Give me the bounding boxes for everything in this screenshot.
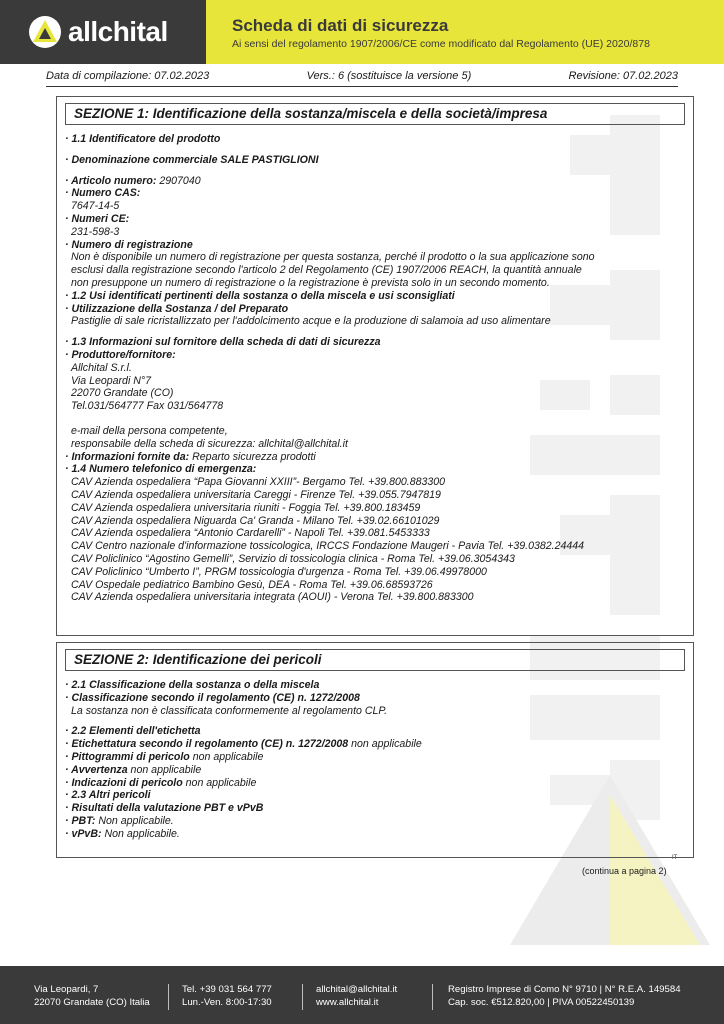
labelling-label: · Etichettatura secondo il regolamento (CE) n. 1272/2008	[65, 738, 349, 751]
section-1-title: SEZIONE 1: Identificazione della sostanza/miscela e della società/impresa	[65, 103, 685, 125]
document-meta	[46, 70, 678, 82]
footer-phone	[182, 983, 272, 1009]
info-value: Reparto sicurezza prodotti	[189, 450, 316, 463]
logo-text: allchital	[68, 16, 168, 47]
footer-hours-line: Lun.-Ven. 8:00-17:30	[182, 997, 272, 1008]
section-2-title: SEZIONE 2: Identificazione dei pericoli	[65, 649, 685, 671]
document-subtitle: Ai sensi del regolamento 1907/2006/CE come modificato dal Regolamento (UE) 2020/878	[232, 38, 650, 50]
registration-label: · Numero di registrazione	[65, 238, 193, 251]
pictograms-label: · Pittogrammi di pericolo	[65, 750, 190, 763]
use-text: Pastiglie di sale ricristallizzato per l'addolcimento acque e la produzione di salamoia ad uso alimentare	[71, 315, 551, 328]
version: Vers.: 6 (sostituisce la versione 5)	[306, 70, 472, 82]
logo-triangle-icon	[28, 15, 62, 49]
footer-website-link[interactable]: www.allchital.it	[316, 997, 379, 1008]
vpvb-value: Non applicabile.	[101, 827, 180, 840]
language-mark: IT	[672, 855, 678, 861]
document-title: Scheda di dati di sicurezza	[232, 16, 449, 35]
registration-text-2: esclusi dalla registrazione secondo l'articolo 2 del Regolamento (CE) 1907/2006 REACH, la quantità annuale	[71, 264, 582, 277]
footer-divider	[432, 984, 433, 1010]
vpvb-label: · vPvB:	[65, 827, 102, 840]
hazard-value: non applicabile	[182, 776, 257, 789]
info-label: · Informazioni fornite da:	[65, 450, 190, 463]
footer-address-line: Via Leopardi, 7	[34, 984, 99, 995]
producer-line: Allchital S.r.l.	[71, 361, 132, 374]
footer-address-line: 22070 Grandate (CO) Italia	[34, 997, 150, 1008]
ce-value: 231-598-3	[71, 225, 120, 238]
article-value: 2907040	[156, 174, 201, 187]
warning-value: non applicabile	[127, 763, 202, 776]
revision-date: Revisione: 07.02.2023	[568, 70, 678, 82]
emergency-contact: CAV Azienda ospedaliera universitaria riuniti - Foggia Tel. +39.800.183459	[71, 501, 421, 514]
cas-value: 7647-14-5	[71, 200, 120, 213]
registration-text-1: Non è disponibile un numero di registrazione per questa sostanza, perché il prodotto o la sua applicazione sono	[71, 251, 595, 264]
section-2-content	[65, 679, 685, 841]
labelling-value: non applicabile	[348, 738, 422, 751]
section-1	[56, 96, 694, 636]
emergency-contact: CAV Policlinico “Umberto I”, PRGM tossicologia d'urgenza - Roma Tel. +39.06.49978000	[71, 565, 487, 578]
producer-label: · Produttore/fornitore:	[65, 348, 176, 361]
clp-text: La sostanza non è classificata conformemente al regolamento CLP.	[71, 704, 388, 717]
footer-divider	[168, 984, 169, 1010]
header-logo-area	[0, 0, 206, 64]
footer-capital-line: Cap. soc. €512.820,00 | PIVA 00522450139	[448, 997, 635, 1008]
pictograms-value: non applicabile	[189, 750, 264, 763]
cas-label: · Numero CAS:	[65, 187, 141, 200]
emergency-contact: CAV Azienda ospedaliera Niguarda Ca' Granda - Milano Tel. +39.02.66101029	[71, 514, 440, 527]
s23-heading: · 2.3 Altri pericoli	[65, 789, 151, 802]
email-line: responsabile della scheda di sicurezza: allchital@allchital.it	[71, 437, 348, 450]
s12-heading: · 1.2 Usi identificati pertinenti della sostanza o della miscela e usi sconsigliati	[65, 289, 455, 302]
producer-line: 22070 Grandate (CO)	[71, 387, 174, 400]
continue-note: (continua a pagina 2)	[582, 866, 667, 876]
emergency-contact: CAV Ospedale pediatrico Bambino Gesù, DEA - Roma Tel. +39.06.68593726	[71, 578, 433, 591]
footer-divider	[302, 984, 303, 1010]
producer-line: Via Leopardi N°7	[71, 374, 152, 387]
compile-date: Data di compilazione: 07.02.2023	[46, 70, 210, 82]
warning-label: · Avvertenza	[65, 763, 128, 776]
footer-registry-line: Registro Imprese di Como N° 9710 | N° R.E.A. 149584	[448, 984, 681, 995]
footer-phone-line: Tel. +39 031 564 777	[182, 984, 272, 995]
hazard-label: · Indicazioni di pericolo	[65, 776, 183, 789]
registration-text-3: non presuppone un numero di registrazione o la registrazione è prevista solo in un secondo momento.	[71, 276, 550, 289]
emergency-contact: CAV Azienda ospedaliera universitaria integrata (AOUI) - Verona Tel. +39.800.883300	[71, 591, 474, 604]
emergency-list	[65, 476, 685, 604]
pbt-title: · Risultati della valutazione PBT e vPvB	[65, 802, 264, 815]
email-line: e-mail della persona competente,	[71, 424, 228, 437]
s21-heading: · 2.1 Classificazione della sostanza o della miscela	[65, 679, 320, 691]
clp-label: · Classificazione secondo il regolamento (CE) n. 1272/2008	[65, 691, 360, 704]
use-label: · Utilizzazione della Sostanza / del Preparato	[65, 302, 289, 315]
footer-contacts	[316, 983, 397, 1009]
section-1-content	[65, 133, 685, 604]
section-2	[56, 642, 694, 858]
emergency-contact: CAV Centro nazionale d'informazione tossicologica, IRCCS Fondazione Maugeri - Pavia Tel. +39.0382.24444	[71, 540, 585, 553]
s13-heading: · 1.3 Informazioni sul fornitore della scheda di dati di sicurezza	[65, 336, 381, 349]
emergency-contact: CAV Azienda ospedaliera universitaria Careggi - Firenze Tel. +39.055.7947819	[71, 488, 441, 501]
meta-divider	[46, 86, 678, 87]
emergency-contact: CAV Azienda ospedaliera “Antonio Cardarelli” - Napoli Tel. +39.081.5453333	[71, 527, 430, 540]
trade-name: · Denominazione commerciale SALE PASTIGLIONI	[65, 153, 319, 166]
footer-address	[34, 983, 150, 1009]
footer-registry	[448, 983, 681, 1009]
producer-line: Tel.031/564777 Fax 031/564778	[71, 400, 224, 413]
s22-heading: · 2.2 Elementi dell'etichetta	[65, 725, 201, 738]
emergency-contact: CAV Policlinico “Agostino Gemelli”, Servizio di tossicologia clinica - Roma Tel. +39.06.3054343	[71, 552, 515, 565]
pbt-value: Non applicabile.	[95, 814, 174, 827]
pbt-label: · PBT:	[65, 814, 96, 827]
footer-email-link[interactable]: allchital@allchital.it	[316, 984, 398, 995]
header-title-area	[206, 0, 724, 64]
article-label: · Articolo numero:	[65, 174, 157, 187]
emergency-contact: CAV Azienda ospedaliera “Papa Giovanni XXIII”- Bergamo Tel. +39.800.883300	[71, 476, 446, 489]
ce-label: · Numeri CE:	[65, 212, 130, 225]
footer	[0, 966, 724, 1024]
s14-heading: · 1.4 Numero telefonico di emergenza:	[65, 463, 257, 476]
s11-heading: · 1.1 Identificatore del prodotto	[65, 133, 221, 145]
